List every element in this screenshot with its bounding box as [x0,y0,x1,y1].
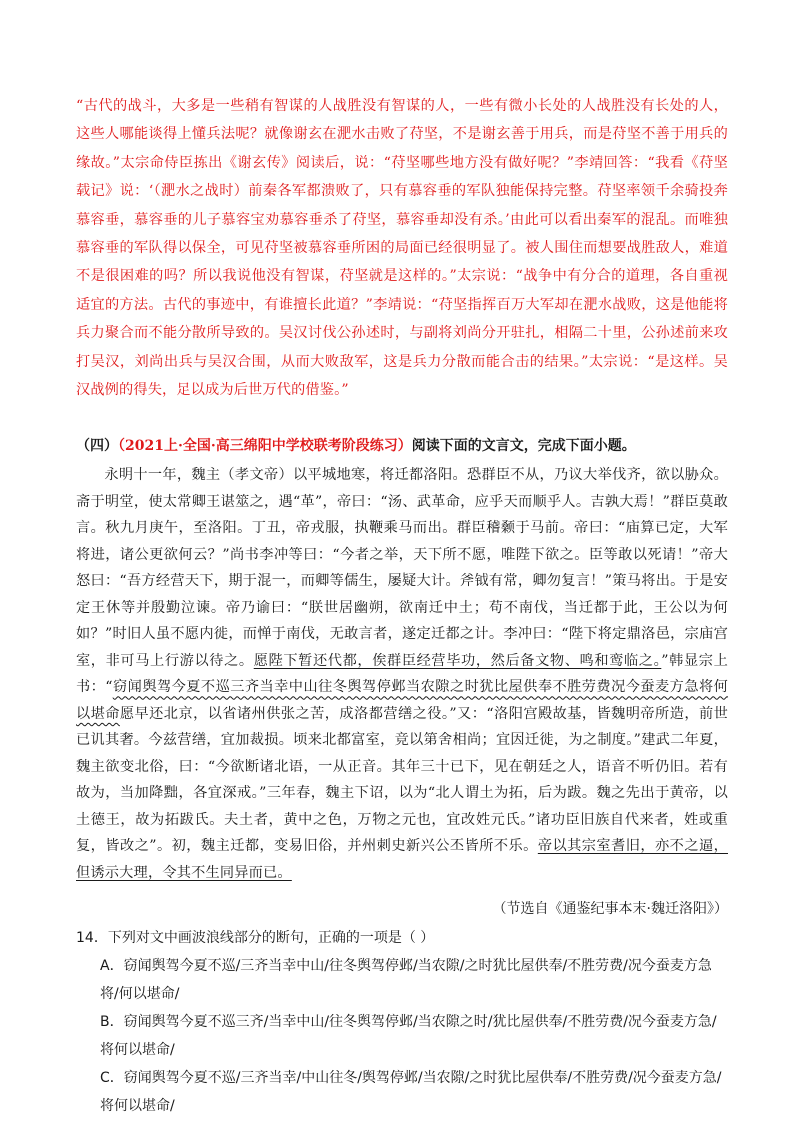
passage-text-3: 愿早还北京，以省诸州供张之苦，成洛都营缮之役。”又：“洛阳宫殿故基，皆魏明帝所造，前世已讥其奢。今兹营缮，宜加裁损。顷来北都富室，竞以第舍相尚；宜因迁徙，为之制度。”建武二年夏，魏主欲变北俗，曰：“今欲断诸北语，一从正音。其年三十已下，见在朝廷之人，语音不听仍旧。若有故为，当加降黜，各宜深戒。”三年春，魏主下诏，以为“北人谓土为拓，后为跋。魏之先出于黄帝，以土德王，故为拓跋氏。夫土者，黄中之色，万物之元也，宜改姓元氏。”诸功臣旧族自代来者，姓或重复，皆改之”。初，魏主迁都，变易旧俗，并州刺史新兴公丕皆所不乐。 [76,705,728,855]
section-instruction: 阅读下面的文言文，完成下面小题。 [411,438,636,455]
option-c-letter: C． [100,1070,124,1087]
passage-text-2: ”韩显宗上书：“ [76,652,728,696]
option-b-letter: B． [100,1014,124,1031]
translation-paragraph: “古代的战斗，大多是一些稍有智谋的人战胜没有智谋的人，一些有微小长处的人战胜没有长处的人，这些人哪能谈得上懂兵法呢？就像谢玄在淝水击败了苻坚，不是谢玄善于用兵，而是苻坚不善于用兵的缘故。”太宗命侍臣拣出《谢玄传》阅读后，说：“苻坚哪些地方没有做好呢？”李靖回答：“我看《苻坚载记》说：‘（淝水之战时）前秦各军都溃败了，只有慕容垂的军队独能保持完整。苻坚率领千余骑投奔慕容垂，慕容垂的儿子慕容宝劝慕容垂杀了苻坚，慕容垂却没有杀。’由此可以看出秦军的混乱。而唯独慕容垂的军队得以保全，可见苻坚被慕容垂所困的局面已经很明显了。被人围住而想要战胜敌人，难道不是很困难的吗？所以我说他没有智谋，苻坚就是这样的。”太宗说：“战争中有分合的道理，各自重视适宜的方法。古代的事迹中，有谁擅长此道？”李靖说：“苻坚指挥百万大军却在淝水战败，这是他能将兵力聚合而不能分散所导致的。吴汉讨伐公孙述时，与副将刘尚分开驻扎，相隔二十里，公孙述前来攻打吴汉，刘尚出兵与吴汉合围，从而大败敌军，这是兵力分散而能合击的结果。”太宗说：“是这样。吴汉战例的得失，足以成为后世万代的借鉴。” [76,98,728,399]
section-source: （2021上·全国·高三绵阳中学校联考阶段练习） [118,438,412,455]
document-page [76,92,728,1120]
underlined-sentence-2: 帝以其宗室耆旧，亦不之逼，但诱示大理，令其不生同异而已。 [76,838,728,881]
wavy-underlined-segment: 窃闻舆驾今夏不巡三齐当幸中山往冬舆驾停邺当农隙之时犹比屋供奉不胜劳费况今蚕麦方急将何以堪命 [76,679,729,722]
option-a-text: 窃闻舆驾今夏不巡/三齐当幸中山/往冬舆驾停邺/当农隙/之时犹比屋供奉/不胜劳费/况今蚕麦方急将/何以堪命/ [100,958,712,1003]
section-heading [76,434,728,458]
underlined-sentence-1: 愿陛下暂还代都，俟群臣经营毕功，然后备文物、鸣和鸾临之。 [253,652,662,669]
passage-text-1: 永明十一年，魏主（孝文帝）以平城地寒，将迁都洛阳。恐群臣不从，乃议大举伐齐，欲以胁众。斋于明堂，使太常卿王谌筮之，遇“革”，帝曰：“汤、武革命，应乎天而顺乎人。吉孰大焉！”群臣莫敢言。秋九月庚午，至洛阳。丁丑，帝戎服，执鞭乘马而出。群臣稽颡于马前。帝曰：“庙算已定，大军将进，诸公更欲何云？”尚书李冲等曰：“今者之举，天下所不愿，唯陛下欲之。臣等敢以死请！”帝大怒曰：“吾方经营天下，期于混一，而卿等儒生，屡疑大计。斧钺有常，卿勿复言！”策马将出。于是安定王休等并殷勤泣谏。帝乃谕曰：“朕世居幽朔，欲南迁中土；苟不南伐，当迁都于此，王公以为何如？”时旧人虽不愿内徙，而惮于南伐，无敢言者，遂定迁都之计。李冲曰：“陛下将定鼎洛邑，宗庙宫室，非可马上行游以待之。 [76,467,728,669]
option-a-letter: A． [100,958,124,975]
option-a[interactable] [76,952,728,1008]
question-stem: 14．下列对文中画波浪线部分的断句，正确的一项是（ ） [76,930,435,947]
passage-body [76,462,728,886]
source-note: （节选自《通鉴纪事本末·魏迁洛阳》） [492,901,728,918]
option-c[interactable] [76,1064,728,1120]
section-number: （四） [76,438,118,455]
option-b[interactable] [76,1008,728,1064]
option-b-text: 窃闻舆驾今夏不巡三齐/当幸中山/往冬舆驾停邺/当农隙之时/犹比屋供奉/不胜劳费/况今蚕麦方急/将何以堪命/ [100,1014,717,1059]
option-c-text: 窃闻舆驾今夏不巡/三齐当幸/中山往冬/舆驾停邺/当农隙/之时犹比屋供奉/不胜劳费/况今蚕麦方急/将何以堪命/ [100,1070,722,1115]
